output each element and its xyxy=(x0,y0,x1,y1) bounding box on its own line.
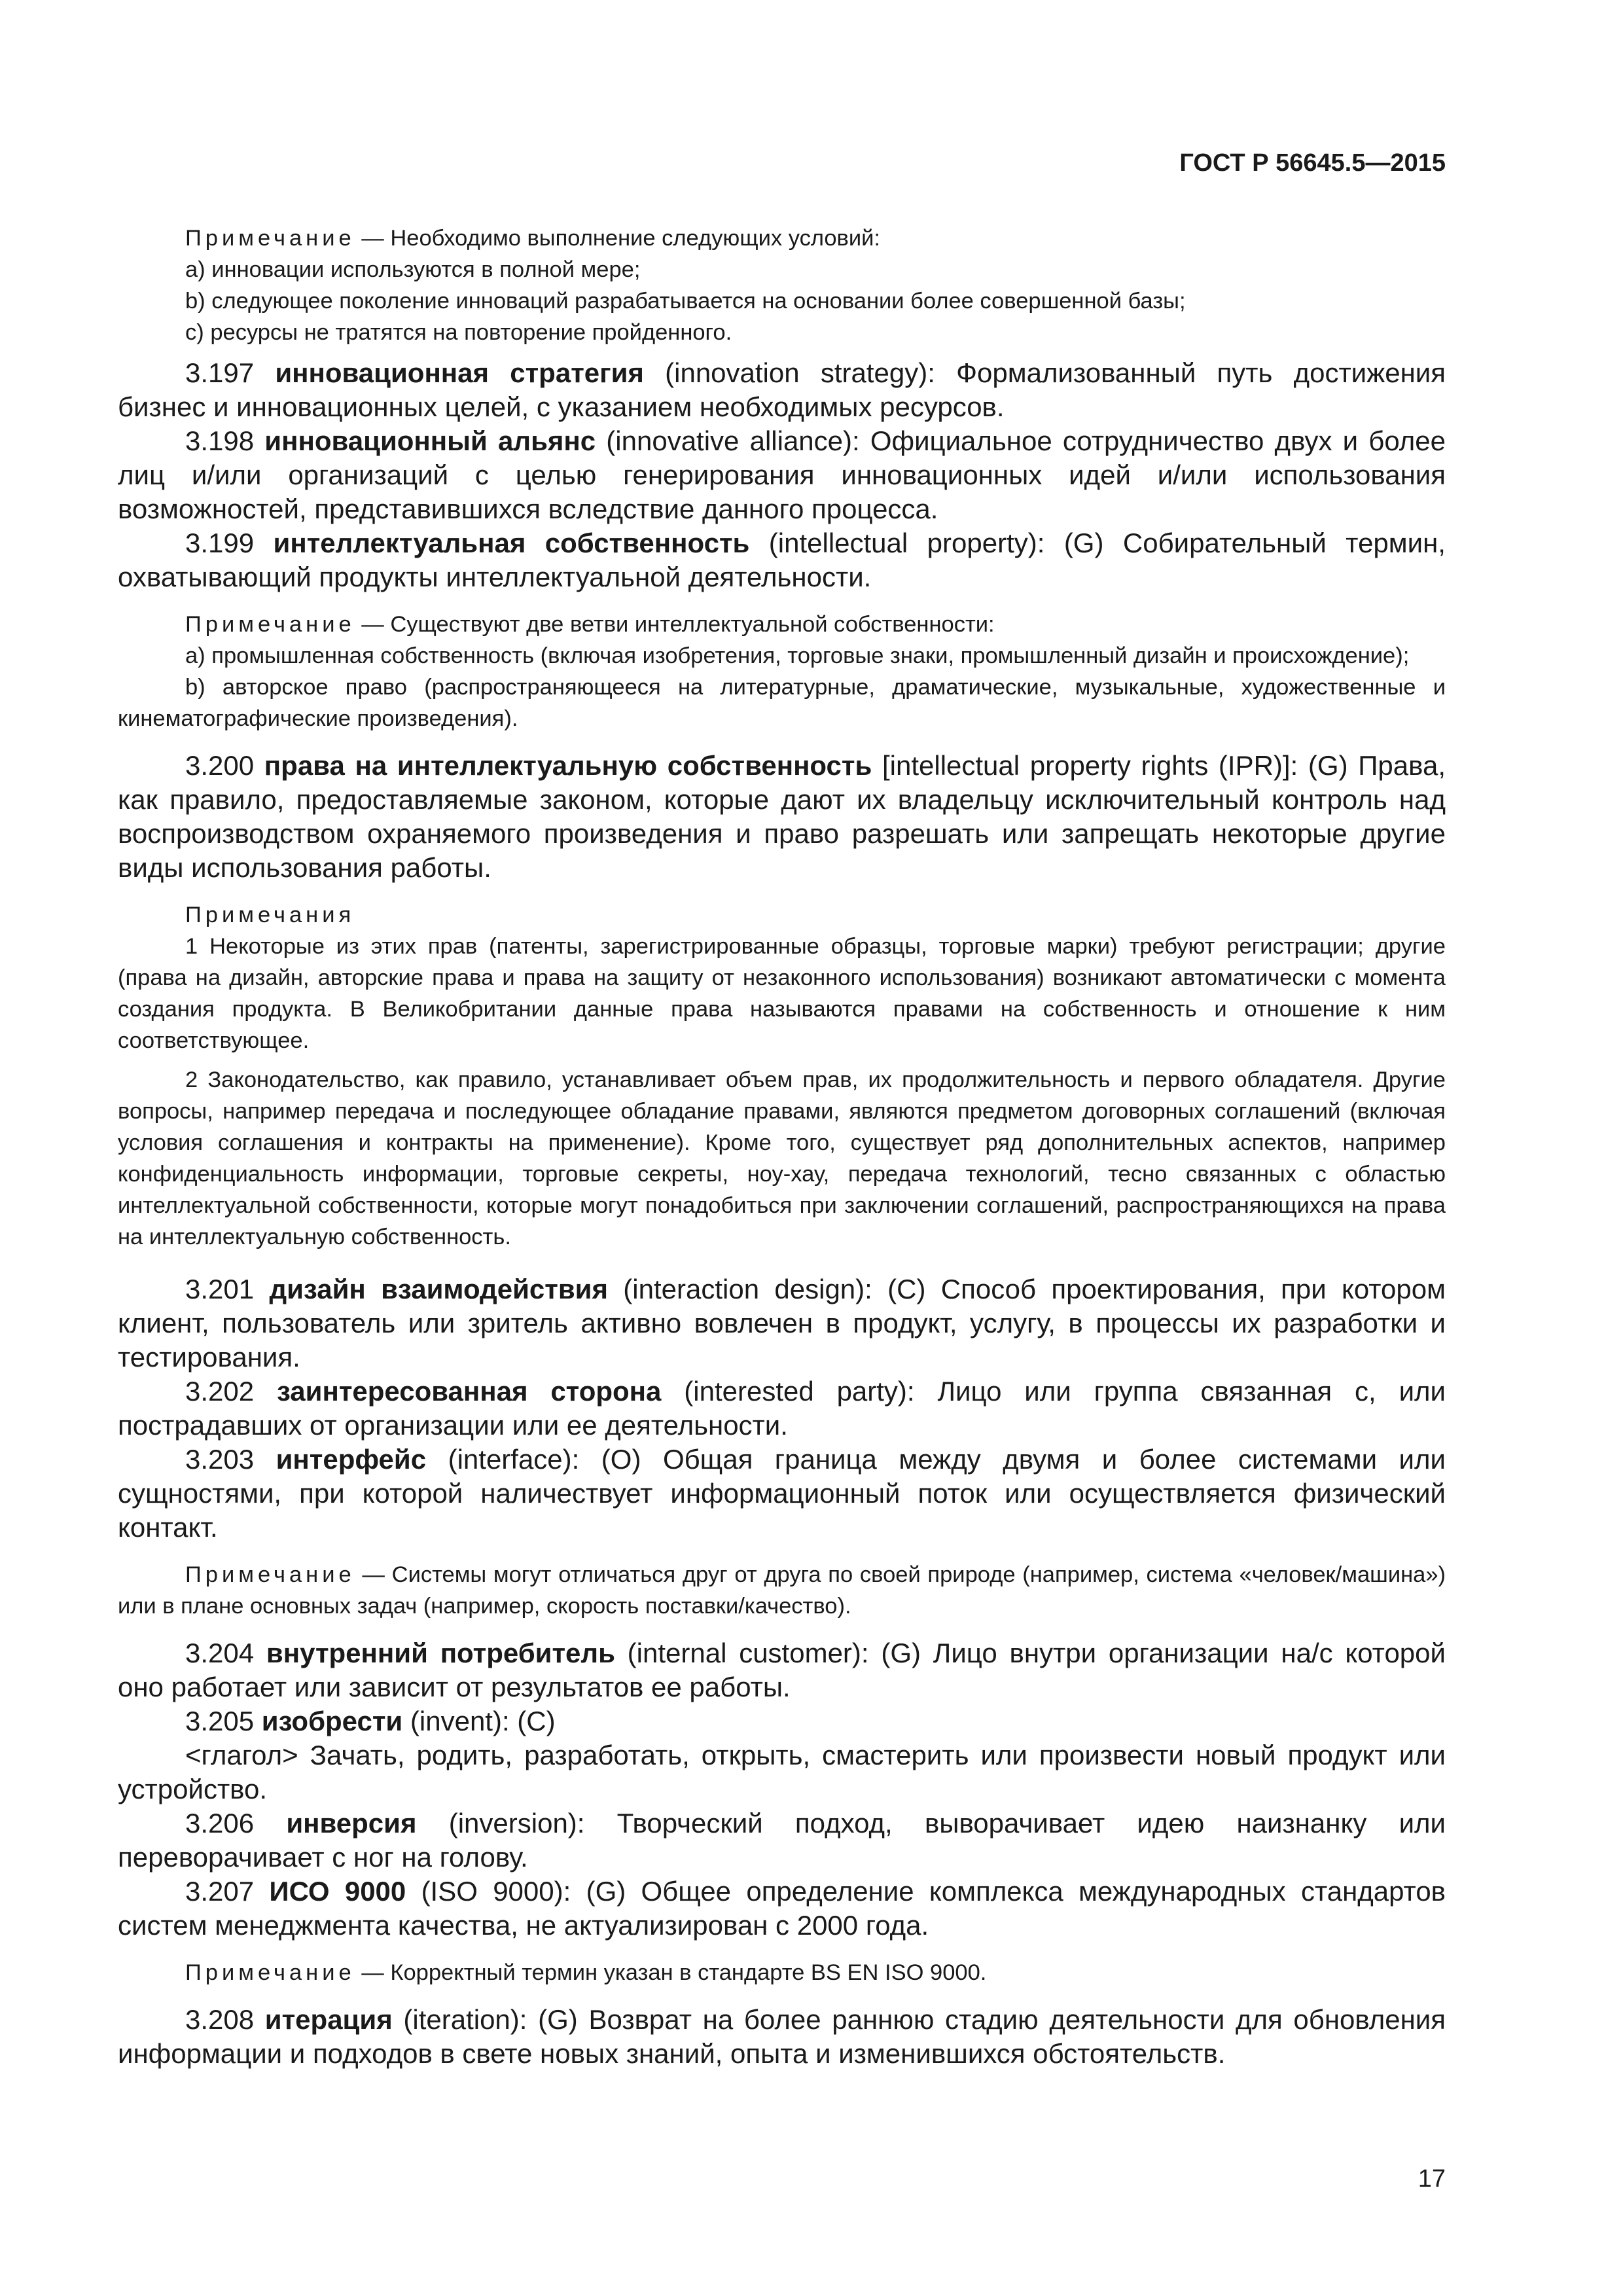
term-title: права на интеллектуальную собственность xyxy=(264,750,872,781)
term-title: заинтересованная сторона xyxy=(276,1376,662,1407)
term-title: интеллектуальная собственность xyxy=(273,528,750,558)
term-title: инновационный альянс xyxy=(264,425,596,456)
notes-heading xyxy=(118,899,1446,931)
term-3-197: 3.197 инновационная стратегия (innovation strategy): Формализованный путь достижения бизнес и инновационных целей, с указанием необходимых ресурсов. xyxy=(118,357,1446,422)
term-title: дизайн взаимодействия xyxy=(269,1274,608,1304)
note-item: с) ресурсы не тратятся на повторение пройденного. xyxy=(185,320,732,345)
term-title: инновационная стратегия xyxy=(275,357,644,388)
page-number: 17 xyxy=(1418,2165,1446,2193)
term-3-200: 3.200 права на интеллектуальную собственность [intellectual property rights (IPR)]: (G) Права, как правило, предоставляемые законом, которые дают их владельцу исключительный контроль над воспроизводством охраняемого произведения и право разрешать или запрещать некоторые другие виды использования работы. xyxy=(118,750,1446,883)
term-3-204: 3.204 внутренний потребитель (internal customer): (G) Лицо внутри организации на/с которой оно работает или зависит от результатов ее работы. xyxy=(118,1638,1446,1702)
term-3-202: 3.202 заинтересованная сторона (interested party): Лицо или группа связанная с, или пострадавших от организации или ее деятельности. xyxy=(118,1376,1446,1441)
note-item: а) промышленная собственность (включая изобретения, торговые знаки, промышленный дизайн и происхождение); xyxy=(185,643,1410,668)
notes-label: Примечания xyxy=(185,903,355,927)
note-label: Примечание xyxy=(185,1562,355,1587)
term-title: изобрести xyxy=(261,1706,403,1736)
note-label: Примечание xyxy=(185,612,355,637)
term-3-205-definition: <глагол> Зачать, родить, разработать, открыть, смастерить или произвести новый продукт или устройство. xyxy=(118,1740,1446,1804)
note-paragraph-2: 2 Законодательство, как правило, устанавливает объем прав, их продолжительность и первого обладателя. Другие вопросы, например передача и последующее обладание правами, являются предметом договорных соглашений (включая условия соглашения и контракты на применение). Кроме того, существует ряд дополнительных аспектов, например конфиденциальность информации, торговые секреты, ноу-хау, передача технологий, тесно связанных с областью интеллектуальной собственности, которые могут понадобиться при заключении соглашений, распространяющихся на права на интеллектуальную собственность. xyxy=(118,1067,1446,1249)
term-3-203: 3.203 интерфейс (interface): (O) Общая граница между двумя и более системами или сущностями, при которой наличествует информационный поток или осуществляется физический контакт. xyxy=(118,1444,1446,1543)
note-label: Примечание xyxy=(185,1960,355,1985)
term-title: внутренний потребитель xyxy=(266,1638,615,1668)
term-title: интерфейс xyxy=(276,1444,427,1475)
term-3-198: 3.198 инновационный альянс (innovative alliance): Официальное сотрудничество двух и более лиц и/или организаций с целью генерирования инновационных идей и/или использования возможностей, представившихся вследствие данного процесса. xyxy=(118,425,1446,524)
term-title: итерация xyxy=(264,2004,393,2035)
term-3-208: 3.208 итерация (iteration): (G) Возврат на более раннюю стадию деятельности для обновления информации и подходов в свете новых знаний, опыта и изменившихся обстоятельств. xyxy=(118,2004,1446,2069)
note-ip-branches: Примечание — Существуют две ветви интеллектуальной собственности: xyxy=(185,612,995,637)
standard-header: ГОСТ Р 56645.5—2015 xyxy=(1179,149,1446,177)
note-paragraph-1: 1 Некоторые из этих прав (патенты, зарегистрированные образцы, торговые марки) требуют регистрации; другие (права на дизайн, авторские права и права на защиту от незаконного использования) возникают автоматически с момента создания продукта. В Великобритании данные права называются правами на собственность и отношение к ним соответствующее. xyxy=(118,934,1446,1053)
term-3-205: 3.205 изобрести (invent): (C) xyxy=(185,1706,556,1736)
note-item: b) авторское право (распространяющееся на литературные, драматические, музыкальные, художественные и кинематографические произведения). xyxy=(118,675,1446,731)
note-iso: Примечание — Корректный термин указан в стандарте BS EN ISO 9000. xyxy=(185,1960,987,1985)
term-3-207: 3.207 ИСО 9000 (ISO 9000): (G) Общее определение комплекса международных стандартов систем менеджмента качества, не актуализирован с 2000 года. xyxy=(118,1876,1446,1941)
term-title: ИСО 9000 xyxy=(269,1876,406,1907)
term-title: инверсия xyxy=(286,1808,417,1839)
term-3-199: 3.199 интеллектуальная собственность (intellectual property): (G) Собирательный термин, охватывающий продукты интеллектуальной деятельности. xyxy=(118,528,1446,592)
note-interface: Примечание — Системы могут отличаться друг от друга по своей природе (например, система «человек/машина») или в плане основных задач (например, скорость поставки/качество). xyxy=(118,1562,1446,1619)
term-3-201: 3.201 дизайн взаимодействия (interaction design): (C) Способ проектирования, при котором клиент, пользователь или зритель активно вовлечен в продукт, услугу, в процессы их разработки и тестирования. xyxy=(118,1274,1446,1372)
note-item: b) следующее поколение инноваций разрабатывается на основании более совершенной базы; xyxy=(185,289,1186,314)
note-label: Примечание xyxy=(185,226,355,251)
page-content xyxy=(118,223,1446,2071)
note-conditions: Примечание — Необходимо выполнение следующих условий: xyxy=(185,226,880,251)
note-item: а) инновации используются в полной мере; xyxy=(185,257,641,282)
term-3-206: 3.206 инверсия (inversion): Творческий подход, выворачивает идею наизнанку или переворачивает с ног на голову. xyxy=(118,1808,1446,1873)
